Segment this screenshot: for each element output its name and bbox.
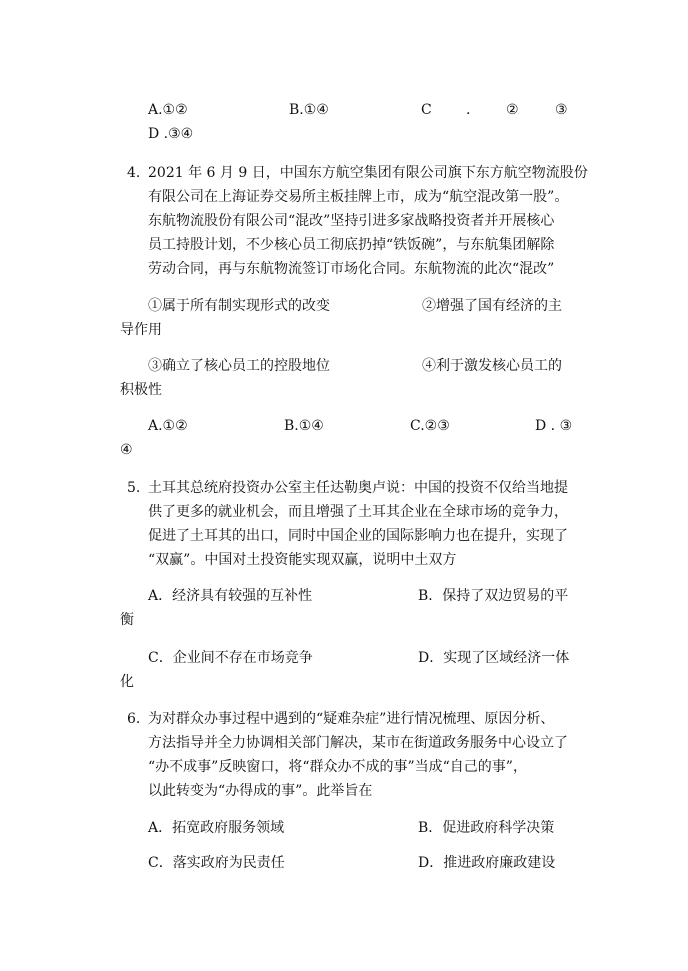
q5-option-c: C．企业间不存在市场竞争: [148, 650, 313, 666]
q4-statement-1: ①属于所有制实现形式的改变: [148, 298, 330, 314]
q6-stem-line-1: 为对群众办事过程中遇到的“疑难杂症”进行情况梳理、原因分析、: [148, 711, 555, 727]
q4-stem-line-3: 东航物流股份有限公司“混改”坚持引进多家战略投资者并开展核心: [148, 213, 555, 229]
q4-stem-line-5: 劳动合同，再与东航物流签订市场化合同。东航物流的此次“混改”: [148, 261, 555, 277]
q4-statement-4-wrap: 积极性: [120, 382, 162, 398]
q4-option-c: C.②③: [410, 418, 450, 434]
q3-option-d: D .③④: [148, 126, 194, 142]
q3-option-c-second: ③: [555, 102, 568, 118]
q6-option-b: B．促进政府科学决策: [418, 820, 555, 836]
q4-option-a: A.①②: [148, 418, 188, 434]
q5-option-b-wrap: 衡: [120, 612, 134, 628]
q5-number: 5.: [127, 480, 141, 496]
q5-option-a: A．经济具有较强的互补性: [148, 588, 313, 604]
q5-option-b: B．保持了双边贸易的平: [418, 588, 569, 604]
q5-stem-line-1: 土耳其总统府投资办公室主任达勒奥卢说：中国的投资不仅给当地提: [148, 480, 568, 496]
q3-option-c-dot: .: [466, 102, 471, 118]
q4-option-d-wrap: ④: [120, 442, 133, 458]
q5-stem-line-3: 促进了土耳其的出口，同时中国企业的国际影响力也在提升，实现了: [148, 528, 568, 544]
q4-statement-3: ③确立了核心员工的控股地位: [148, 358, 330, 374]
q4-stem-line-4: 员工持股计划，不少核心员工彻底扔掉“铁饭碗”，与东航集团解除: [148, 237, 555, 253]
q5-stem-line-4: “双赢”。中国对土投资能实现双赢，说明中土双方: [148, 552, 457, 568]
q6-option-a: A．拓宽政府服务领域: [148, 820, 285, 836]
q5-stem-line-2: 供了更多的就业机会，而且增强了土耳其企业在全球市场的竞争力，: [148, 504, 568, 520]
q6-option-d: D．推进政府廉政建设: [418, 855, 556, 871]
q3-option-c-first: ②: [506, 102, 519, 118]
q3-option-a: A.①②: [148, 102, 188, 118]
q4-statement-4: ④利于激发核心员工的: [422, 358, 562, 374]
q4-statement-2: ②增强了国有经济的主: [422, 298, 562, 314]
q4-option-b: B.①④: [284, 418, 324, 434]
q6-option-c: C．落实政府为民责任: [148, 855, 285, 871]
q4-stem-line-2: 有限公司在上海证券交易所主板挂牌上市，成为“航空混改第一股”。: [148, 189, 569, 205]
q5-option-d-wrap: 化: [120, 674, 134, 690]
q6-stem-line-4: 以此转变为“办得成的事”。此举旨在: [148, 783, 373, 799]
q4-option-d: D . ③: [535, 418, 573, 434]
q3-option-b: B.①④: [289, 102, 329, 118]
q4-number: 4.: [127, 165, 141, 181]
q5-option-d: D．实现了区域经济一体: [418, 650, 570, 666]
q4-stem-line-1: 2021 年 6 月 9 日，中国东方航空集团有限公司旗下东方航空物流股份: [148, 165, 588, 181]
q4-statement-2-wrap: 导作用: [120, 322, 162, 338]
q6-number: 6.: [127, 711, 141, 727]
q6-stem-line-2: 方法指导并全力协调相关部门解决，某市在街道政务服务中心设立了: [148, 735, 568, 751]
q6-stem-line-3: “办不成事”反映窗口，将“群众办不成的事”当成“自己的事”，: [148, 759, 527, 775]
q3-option-c-letter: C: [421, 102, 432, 118]
